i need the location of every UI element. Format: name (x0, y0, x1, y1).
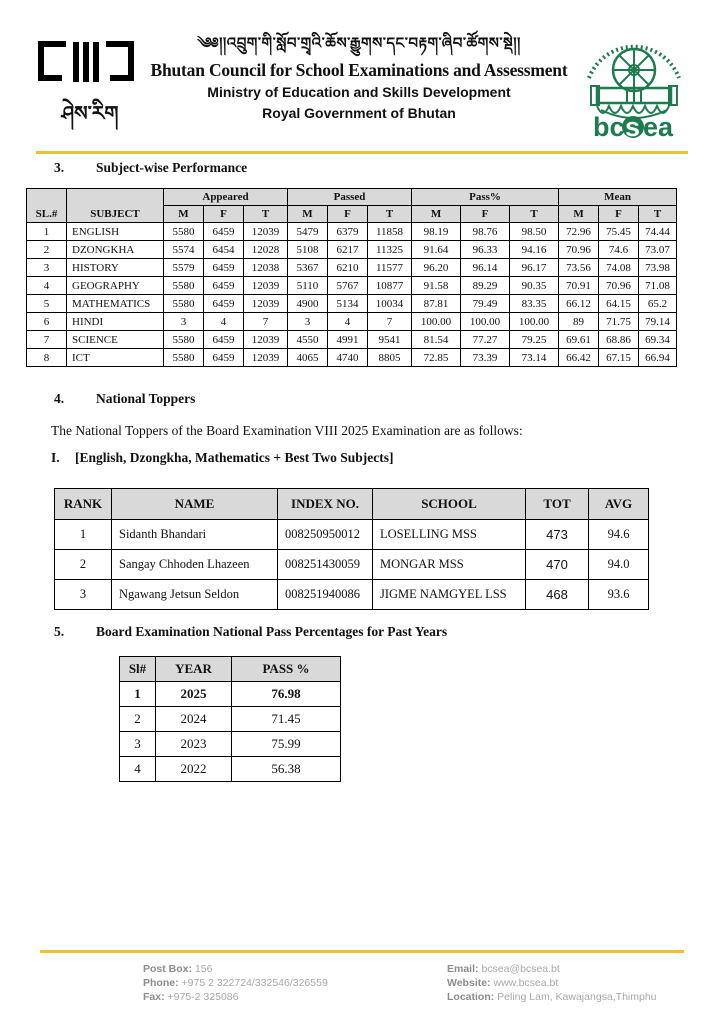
footer-contact-right (447, 962, 657, 1004)
footer-location-line: Location: Peling Lam, Kawajangsa,Thimphu (447, 991, 657, 1003)
table-cell: Ngawang Jetsun Seldon (112, 580, 278, 610)
table-cell: 11858 (368, 223, 412, 241)
table-cell: 89.29 (461, 277, 510, 295)
table-cell: 9541 (368, 331, 412, 349)
table-cell: 91.58 (412, 277, 461, 295)
table-cell: 73.56 (559, 259, 599, 277)
table-cell: Sangay Chhoden Lhazeen (112, 550, 278, 580)
table-row (120, 707, 341, 732)
table-cell: 4550 (288, 331, 328, 349)
column-header: SCHOOL (373, 489, 526, 520)
table-cell: 12038 (244, 259, 288, 277)
government-line: Royal Government of Bhutan (262, 105, 456, 121)
table-cell: 3 (120, 732, 156, 757)
group-header-mean: Mean (559, 189, 677, 206)
table-cell: 79.14 (639, 313, 677, 331)
table-cell: 12039 (244, 349, 288, 367)
table-cell: 64.15 (599, 295, 639, 313)
table-cell: 93.6 (589, 580, 649, 610)
group-header-passed: Passed (288, 189, 412, 206)
table-cell: 2 (120, 707, 156, 732)
table-cell: 5134 (328, 295, 368, 313)
table-cell: 73.39 (461, 349, 510, 367)
table-cell: 2024 (156, 707, 232, 732)
column-header: NAME (112, 489, 278, 520)
table-cell: HINDI (67, 313, 164, 331)
logo-text-ea: ea (643, 112, 674, 140)
section-number: 5. (54, 624, 65, 639)
section-5-heading (54, 624, 724, 640)
table-cell: 6459 (204, 223, 244, 241)
table-cell: 71.08 (639, 277, 677, 295)
table-cell: 100.00 (510, 313, 559, 331)
table-cell: 4 (328, 313, 368, 331)
table-row (27, 349, 677, 367)
section-title: Board Examination National Pass Percentages for Past Years (96, 624, 448, 639)
ministry-line: Ministry of Education and Skills Development (207, 84, 511, 100)
table-cell: 7 (368, 313, 412, 331)
table-cell: 94.0 (589, 550, 649, 580)
table-cell: 5479 (288, 223, 328, 241)
table-cell: 100.00 (461, 313, 510, 331)
footer-divider-line (40, 950, 684, 953)
table-cell: 12039 (244, 331, 288, 349)
table-cell: 87.81 (412, 295, 461, 313)
table-cell: 6379 (328, 223, 368, 241)
table-cell: 11577 (368, 259, 412, 277)
column-header: TOT (526, 489, 589, 520)
table-cell: 79.25 (510, 331, 559, 349)
column-header: RANK (55, 489, 112, 520)
column-header: M (288, 206, 328, 223)
table-cell: 6454 (204, 241, 244, 259)
table-cell: 10877 (368, 277, 412, 295)
table-cell: 468 (526, 580, 589, 610)
column-header: T (244, 206, 288, 223)
table-cell: 69.61 (559, 331, 599, 349)
section-title: National Toppers (96, 391, 196, 406)
table-row (120, 732, 341, 757)
table-row (27, 259, 677, 277)
table-cell: 72.96 (559, 223, 599, 241)
table-cell: 7 (244, 313, 288, 331)
footer-postbox-line: Post Box: 156 (143, 963, 213, 975)
toppers-category-line (51, 450, 688, 466)
letterhead (0, 0, 724, 147)
table-cell: ICT (67, 349, 164, 367)
header-divider-line (36, 151, 688, 154)
group-header-pass-pct: Pass% (412, 189, 559, 206)
seal-dzongkha-text: ཤེས་རིག (61, 101, 119, 125)
table-cell: 98.50 (510, 223, 559, 241)
table-cell: HISTORY (67, 259, 164, 277)
table-cell: 5367 (288, 259, 328, 277)
table-cell: 8 (27, 349, 67, 367)
table-cell: 96.20 (412, 259, 461, 277)
footer-website-line: Website: www.bcsea.bt (447, 977, 559, 989)
table-cell: 5580 (164, 277, 204, 295)
table-cell: 5110 (288, 277, 328, 295)
column-header: SUBJECT (67, 189, 164, 223)
table-cell: 5574 (164, 241, 204, 259)
table-row (27, 331, 677, 349)
table-cell: 74.08 (599, 259, 639, 277)
table-row (55, 550, 649, 580)
table-cell: 96.14 (461, 259, 510, 277)
column-header: T (510, 206, 559, 223)
column-header: M (412, 206, 461, 223)
table-cell: MONGAR MSS (373, 550, 526, 580)
table-cell: 69.34 (639, 331, 677, 349)
table-cell: 5108 (288, 241, 328, 259)
bcsea-emblem-icon (577, 28, 691, 140)
table-cell: 100.00 (412, 313, 461, 331)
column-header: M (559, 206, 599, 223)
category-roman-numeral: I. (51, 450, 60, 465)
table-cell: 1 (55, 520, 112, 550)
table-cell: SCIENCE (67, 331, 164, 349)
column-header: F (328, 206, 368, 223)
table-cell: 94.16 (510, 241, 559, 259)
table-cell: 5580 (164, 349, 204, 367)
category-title: [English, Dzongkha, Mathematics + Best Two Subjects] (75, 450, 394, 465)
table-cell: 68.86 (599, 331, 639, 349)
table-cell: 12028 (244, 241, 288, 259)
column-header: M (164, 206, 204, 223)
footer-email-line: Email: bcsea@bcsea.bt (447, 963, 560, 975)
table-cell: 75.45 (599, 223, 639, 241)
table-cell: 6217 (328, 241, 368, 259)
table-cell: 12039 (244, 277, 288, 295)
logo-text-bc: bc (593, 112, 625, 140)
table-cell: 96.33 (461, 241, 510, 259)
table-cell: 6459 (204, 349, 244, 367)
table-row (27, 295, 677, 313)
column-header: Sl# (120, 657, 156, 682)
table-cell: 83.35 (510, 295, 559, 313)
table-cell: 2 (27, 241, 67, 259)
table-cell: 4991 (328, 331, 368, 349)
table-cell: 76.98 (232, 682, 341, 707)
table-cell: 56.38 (232, 757, 341, 782)
table-cell: 5767 (328, 277, 368, 295)
table-cell: 98.76 (461, 223, 510, 241)
seal-script-icon (36, 38, 136, 84)
table-row (27, 277, 677, 295)
bcsea-black-seal-logo (36, 28, 144, 147)
page-footer (0, 950, 724, 1004)
table-cell: 65.2 (639, 295, 677, 313)
table-cell: 008251430059 (278, 550, 373, 580)
table-cell: 10034 (368, 295, 412, 313)
footer-fax-line: Fax: +975-2 325086 (143, 991, 239, 1003)
column-header: T (639, 206, 677, 223)
column-header: F (461, 206, 510, 223)
table-row (120, 757, 341, 782)
table-cell: 2 (55, 550, 112, 580)
table-cell: 3 (55, 580, 112, 610)
table-cell: 71.75 (599, 313, 639, 331)
table-cell: 008251940086 (278, 580, 373, 610)
table-cell: LOSELLING MSS (373, 520, 526, 550)
national-toppers-table (54, 488, 649, 610)
table-cell: 74.44 (639, 223, 677, 241)
table-row (27, 241, 677, 259)
table-cell: 5580 (164, 223, 204, 241)
table-cell: 12039 (244, 295, 288, 313)
table-header-row (55, 489, 649, 520)
table-row (55, 520, 649, 550)
table-cell: 008250950012 (278, 520, 373, 550)
section-title: Subject-wise Performance (96, 160, 248, 175)
table-row (55, 580, 649, 610)
table-cell: 89 (559, 313, 599, 331)
table-cell: 96.17 (510, 259, 559, 277)
column-header: INDEX NO. (278, 489, 373, 520)
table-cell: 4 (120, 757, 156, 782)
table-cell: 94.6 (589, 520, 649, 550)
table-cell: 91.64 (412, 241, 461, 259)
table-cell: 11325 (368, 241, 412, 259)
group-header-appeared: Appeared (164, 189, 288, 206)
table-cell: 6459 (204, 331, 244, 349)
table-cell: 3 (27, 259, 67, 277)
table-cell: 73.14 (510, 349, 559, 367)
table-cell: 470 (526, 550, 589, 580)
table-cell: 73.98 (639, 259, 677, 277)
bcsea-green-logo (574, 28, 694, 145)
table-cell: 67.15 (599, 349, 639, 367)
table-cell: 5 (27, 295, 67, 313)
table-cell: 1 (27, 223, 67, 241)
table-cell: 2025 (156, 682, 232, 707)
toppers-intro-paragraph: The National Toppers of the Board Examination VIII 2025 Examination are as follows: (51, 423, 523, 438)
table-cell: 81.54 (412, 331, 461, 349)
table-cell: 70.96 (559, 241, 599, 259)
logo-text-s: s (625, 112, 641, 140)
column-header: PASS % (232, 657, 341, 682)
table-cell: 7 (27, 331, 67, 349)
table-cell: 90.35 (510, 277, 559, 295)
table-cell: 79.49 (461, 295, 510, 313)
table-cell: 6459 (204, 295, 244, 313)
letterhead-titles (144, 28, 574, 123)
table-cell: DZONGKHA (67, 241, 164, 259)
column-header: F (599, 206, 639, 223)
table-cell: 74.6 (599, 241, 639, 259)
section-4-heading (54, 391, 724, 407)
section-number: 3. (54, 160, 65, 175)
table-cell: 1 (120, 682, 156, 707)
section-3-heading (54, 160, 724, 176)
column-header: AVG (589, 489, 649, 520)
table-cell: Sidanth Bhandari (112, 520, 278, 550)
table-header-row (120, 657, 341, 682)
table-row (120, 682, 341, 707)
table-cell: 70.91 (559, 277, 599, 295)
column-header: F (204, 206, 244, 223)
table-cell: 98.19 (412, 223, 461, 241)
table-cell: 473 (526, 520, 589, 550)
table-header-row (27, 189, 677, 206)
table-cell: 5580 (164, 331, 204, 349)
organisation-name: Bhutan Council for School Examinations and Assessment (150, 60, 568, 80)
subject-performance-table (26, 188, 677, 367)
footer-phone-line: Phone: +975 2 322724/332546/326559 (143, 977, 328, 989)
table-cell: 5579 (164, 259, 204, 277)
table-cell: ENGLISH (67, 223, 164, 241)
table-cell: 12039 (244, 223, 288, 241)
column-header: SL.# (27, 189, 67, 223)
table-cell: 8805 (368, 349, 412, 367)
table-cell: 4 (27, 277, 67, 295)
table-cell: 70.96 (599, 277, 639, 295)
table-cell: 4900 (288, 295, 328, 313)
section-number: 4. (54, 391, 65, 406)
table-row (27, 223, 677, 241)
footer-contact-left (143, 962, 447, 1004)
table-cell: 2023 (156, 732, 232, 757)
table-cell: 2022 (156, 757, 232, 782)
column-header: T (368, 206, 412, 223)
table-cell: 3 (288, 313, 328, 331)
table-cell: 73.07 (639, 241, 677, 259)
dzongkha-title: ༄༅།།འབྲུག་གི་སློབ་གྲྭའི་ཆོས་རྒྱུགས་དང་བརྟག་ཞིབ་ཚོགས་སྡེ།། (197, 34, 521, 52)
table-cell: 4065 (288, 349, 328, 367)
table-cell: GEOGRAPHY (67, 277, 164, 295)
table-cell: 3 (164, 313, 204, 331)
table-cell: 66.42 (559, 349, 599, 367)
table-cell: 66.94 (639, 349, 677, 367)
table-cell: 6210 (328, 259, 368, 277)
table-cell: JIGME NAMGYEL LSS (373, 580, 526, 610)
table-cell: 75.99 (232, 732, 341, 757)
table-cell: 4 (204, 313, 244, 331)
table-cell: 4740 (328, 349, 368, 367)
column-header: YEAR (156, 657, 232, 682)
pass-percentage-table (119, 656, 341, 782)
table-cell: 6459 (204, 277, 244, 295)
table-cell: 71.45 (232, 707, 341, 732)
table-cell: 66.12 (559, 295, 599, 313)
table-cell: 6459 (204, 259, 244, 277)
table-cell: 5580 (164, 295, 204, 313)
table-cell: MATHEMATICS (67, 295, 164, 313)
table-cell: 77.27 (461, 331, 510, 349)
table-cell: 6 (27, 313, 67, 331)
table-cell: 72.85 (412, 349, 461, 367)
table-row (27, 313, 677, 331)
